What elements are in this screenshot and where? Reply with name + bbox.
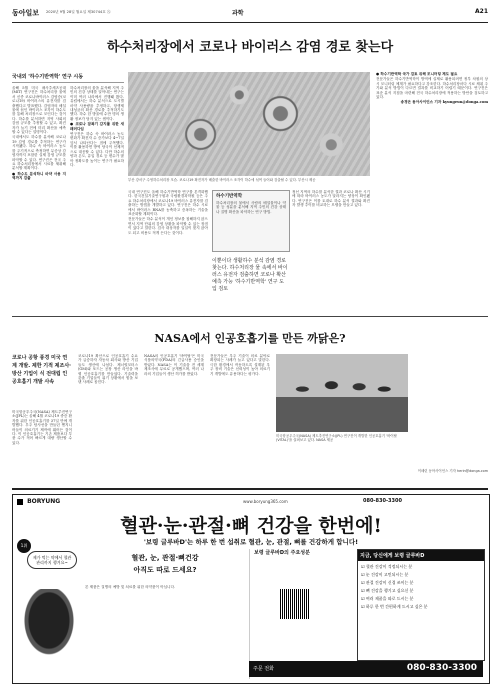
article1-body-col1 (12, 86, 66, 310)
ad-order-bar (249, 661, 483, 677)
checkbox-icon: ☑ (361, 588, 365, 593)
date-line: 2020년 9월 28일 월요일 제30744호 ㊇ (46, 10, 111, 14)
masthead (12, 6, 488, 22)
article2-body-col1 (12, 410, 72, 480)
article1-subhead: 국내외 '하수기반역학' 연구 시동 (12, 74, 84, 80)
center-title: 혈관, 눈, 관절·뼈건강 (131, 554, 199, 562)
advertisement (12, 494, 490, 684)
article1-headline: 하수처리장에서 코로나 바이러스 감염 경로 찾는다 (106, 40, 394, 55)
article1-body-col2 (70, 86, 124, 310)
subhead-rule (12, 82, 124, 83)
order-label: 주문 전화 (253, 666, 274, 672)
ad-headline: 혈관·눈·관절·뼈 건강을 한번에! (120, 515, 382, 537)
article2-side-headline: 코로나 공항 풍경 미국 연계 개발. 제한 기적 제조사·방산 기업이 식 전대립 인공호흡기 개발 사속 (12, 355, 72, 385)
paragraph: 전문가들은 하수 분석이 개인 정보를 침해하지 않으면서 지역 단위의 감염 상황을 파악할 수 있는 장점이 있다고 말한다. 검사 대상자를 일일이 찾지 않아도 되고 비용도 적게 든다는 것이다. (128, 217, 208, 235)
article1-body-col3 (128, 190, 208, 310)
paragraph: 연구진은 하수 속 바이러스 농도 변화가 확진자 수 증가보다 4~7일 앞서 나타난다는 점에 주목했다. 이를 활용하면 방역 당국이 선제적으로 대응할 수 있다. 다만 하수의 양과 온도, 유입 경로 등 변수가 많아 정확도를 높이는 연구가 필요하다. (70, 132, 124, 167)
portrait-icon (21, 589, 77, 659)
check-item-text: 눈 건강이 고민되시는 분 (365, 572, 409, 577)
ad-toll-free-top: 080-830-3300 (363, 498, 402, 504)
byline: 송경은 동아사이언스 기자 kyungeun@donga.com (400, 100, 488, 105)
speech-bubble: 제가 먹는 약에서 혈관 관리까지 챙겨요~ (27, 551, 77, 569)
check-item (361, 563, 481, 571)
section-subhead: ● 하수기반역학 국가 검토 위해 모니터링 제도 필요 (376, 72, 458, 76)
ad-product-panel (249, 549, 354, 679)
qr-code-icon (280, 589, 310, 619)
check-item (361, 579, 481, 587)
brand-name: BORYUNG (27, 498, 61, 505)
order-phone: 080-830-3300 (406, 663, 477, 673)
definition-box-title: 하수기반역학 (216, 194, 243, 199)
masthead-rule (12, 22, 488, 23)
promo-badge: 1위 (17, 539, 31, 553)
article2-headline: NASA에서 인공호흡기를 만든 까닭은? (154, 332, 346, 345)
ad-brand (17, 498, 60, 505)
paragraph: 전문가들은 우주 기술이 의료 분야로 확장되는 사례가 늘고 있다고 말한다. 극한 환경에서 작동하도록 설계된 우주 장비 기술은 신뢰성이 높아 의료기기 개발에도 유용하다는 평가다. (210, 354, 270, 376)
ad-face-illustration (17, 549, 81, 679)
ad-check-box (357, 549, 485, 661)
checkbox-icon: ☑ (361, 572, 365, 577)
paragraph: 올해 5월 미국 매사추세츠공대(MIT) 연구진은 하수처리장 물에서 신종 코로나바이러스 감염증(코로나19) 바이러스의 유전자를 검출했다고 발표했다. 감염자의 배설물에 섞인 바이러스 조각이 하수도를 통해 처리장으로 모인다는 것이다. 하수를 분석하면 지역 사회의 감염 규모를 추정할 수 있고, 확진자가 늘기 전에 미리 확산을 예측할 수 있다는 설명이다. (12, 86, 66, 135)
section-label: 과학 (232, 10, 244, 17)
nasa-ventilator-photo (276, 354, 408, 432)
checkbox-icon: ☑ (361, 564, 365, 569)
article-divider (12, 316, 488, 317)
paper-name: 동아일보 (12, 8, 40, 17)
section-subhead: ● 코로나 잠복기 감지를 위한 새 패러다임 (70, 122, 124, 131)
ad-subline: '보령 글루바D'는 하루 한 번 섭취로 혈관, 눈, 관절, 뼈를 건강하게 합니다! (143, 538, 359, 546)
paragraph: 코로나19 확산으로 인공호흡기 수요가 급증하자 자동차 회사와 방산 기업들도 생산에 나섰다. 제너럴모터스(GM)와 포드는 공장 생산 라인을 바꿔 인공호흡기를 만들었다. 기술력을 갖춘 기업들이 위기 상황에서 힘을 보탠 사례로 꼽힌다. (78, 354, 138, 385)
check-list (358, 561, 484, 613)
article2-byline: 이헤린 동아사이언스 기자 herin@donga.com (417, 469, 488, 473)
paragraph: 정선 지역의 하수를 분석한 결과 코로나 확산 시기에 따라 바이러스 농도가 달라지는 양상이 확인됐다. 연구진은 이를 토대로 하수 분석 결과와 확진자 발생 추이를 비교하는 모델을 만들고 있다. (292, 190, 370, 208)
article1-body-col4 (292, 190, 370, 310)
ad-url: www.boryung365.com (243, 499, 288, 504)
checkbox-icon: ☑ (361, 604, 365, 609)
definition-box-text: 하수처리장의 물에서 사람의 배설물이나 약물 등 성분을 분석해 지역 주민의 건강 상태나 질병 확산을 파악하는 연구 방법. (216, 201, 286, 214)
paragraph: NASA의 인공호흡기 '바이탈'은 미국 식품의약국(FDA)의 긴급사용 승인을 받았다. NASA는 이 기술을 전 세계 제조사에 무료로 공개했으며, 여러 나라의 기업들이 생산 허가를 받았다. (144, 354, 204, 376)
checkbox-icon: ☑ (361, 596, 365, 601)
paragraph: 미국항공우주국(NASA) 제트추진연구소(JPL)는 올해 4월 코로나19 중증 환자를 위한 인공호흡기를 37일 만에 개발했다. 우주 탐사선을 만들던 엔지니어들이 의료기기 제작에 뛰어든 것이다. 이 인공호흡기는 기존 제품보다 부품 수가 적어 빠르게 대량 생산할 수 있다. (12, 410, 72, 445)
check-item (361, 595, 481, 603)
check-item-text: 혈관 건강이 걱정되시는 분 (365, 564, 413, 569)
checkbox-icon: ☑ (361, 580, 365, 585)
check-item (361, 587, 481, 595)
sewage-plant-photo (128, 72, 370, 176)
check-box-title: 지금, 당신에게 보령 글루바D (358, 550, 484, 561)
ad-top-rule (12, 488, 488, 490)
paragraph: 전문가들은 하수기반역학이 방역에 실제로 활용되려면 정부 차원의 상시 모니터링 체계가 필요하다고 강조한다. 하수처리장마다 시료 채취 주기와 분석 방법이 다르면 결과를 비교하기 어렵기 때문이다. 연구진은 표준 분석 지침을 마련해 전국 하수처리장에 적용하는 방안을 검토하고 있다. (376, 77, 488, 100)
ad-center (85, 549, 245, 679)
article2-body-col3 (144, 354, 204, 480)
paragraph: 국내에서도 하수를 분석해 코로나19 감염 경로를 추적하는 연구가 시작됐다. 하수 속 바이러스 농도를 주기적으로 측정하면 무증상 감염자까지 포함한 실제 감염 규모를 파악할 수 있다. 연구진은 전국 주요 하수처리장에서 시료를 채취해 분석할 계획이다. (12, 135, 66, 171)
check-item-text: 여러 제품을 따로 드시는 분 (365, 596, 414, 601)
section-subhead: ● 하수도 분석하니 마약 사용 지역까지 검출 (12, 171, 66, 181)
check-item (361, 571, 481, 579)
article2-body-col4 (210, 354, 270, 480)
check-item (361, 603, 481, 611)
article1-body-col5 (376, 72, 488, 310)
paragraph: 국내 연구진도 올해 하수기반역학 연구를 본격화했다. 한국건설기술연구원과 국립환경과학원 등은 주요 하수처리장에서 코로나19 바이러스 유전자를 검출하는 방법을 개발하고 있다. 연구진은 하수 시료에서 바이러스 RNA를 농축하고 증폭하는 기술을 표준화할 계획이다. (128, 190, 208, 217)
brand-logo-icon (17, 499, 23, 505)
center-sub: 아직도 따로 드세요? (133, 566, 197, 574)
product-list-title: 보령 글루바D의 주요성분 (254, 550, 310, 556)
article1-pull-quote: 이뿐이다 생활하수 분석 감염 경로 찾는다. 하수처리장 물 속에서 바이러스 유전자 검출하면 코로나 확산 예측 가능 '하수기반역학' 연구 도입 검토 (212, 258, 288, 292)
check-item-text: 관절 건강이 신경 쓰이는 분 (365, 580, 414, 585)
article2-photo-caption: 미국항공우주국(NASA) 제트추진연구소(JPL) 연구진이 개발한 인공호흡기 '바이탈(VITAL)'을 살펴보고 있다. NASA 제공 (276, 434, 397, 442)
check-item-text: 하루 한 번 간편하게 드시고 싶은 분 (365, 604, 428, 609)
paragraph: 하수처리장의 물을 분석해 지역 주민의 건강 상태를 알아내는 연구는 이미 여러 나라에서 진행돼 왔다. 유럽에서는 하수 분석으로 도시별 마약 사용량을 추정하고, 항생제 내성균의 확산 경로를 추적하기도 했다. 하수 한 방울에 수만 명의 생활 정보가 담겨 있는 셈이다. (70, 86, 124, 121)
check-item-text: 뼈 건강을 챙기고 싶으신 분 (365, 588, 414, 593)
article2-body-col2 (78, 354, 138, 480)
page-number: A21 (475, 8, 488, 15)
definition-box (212, 190, 290, 252)
article1-photo-caption: 부산 강서구 수영하수처리장 모습. 코로나19 확진자가 배출한 바이러스 조각이 하수에 섞여 들어와 검출될 수 있다. 부산시 제공 (128, 178, 316, 182)
ad-disclaimer: 본 제품은 질병의 예방 및 치료를 위한 의약품이 아닙니다. (85, 585, 176, 589)
